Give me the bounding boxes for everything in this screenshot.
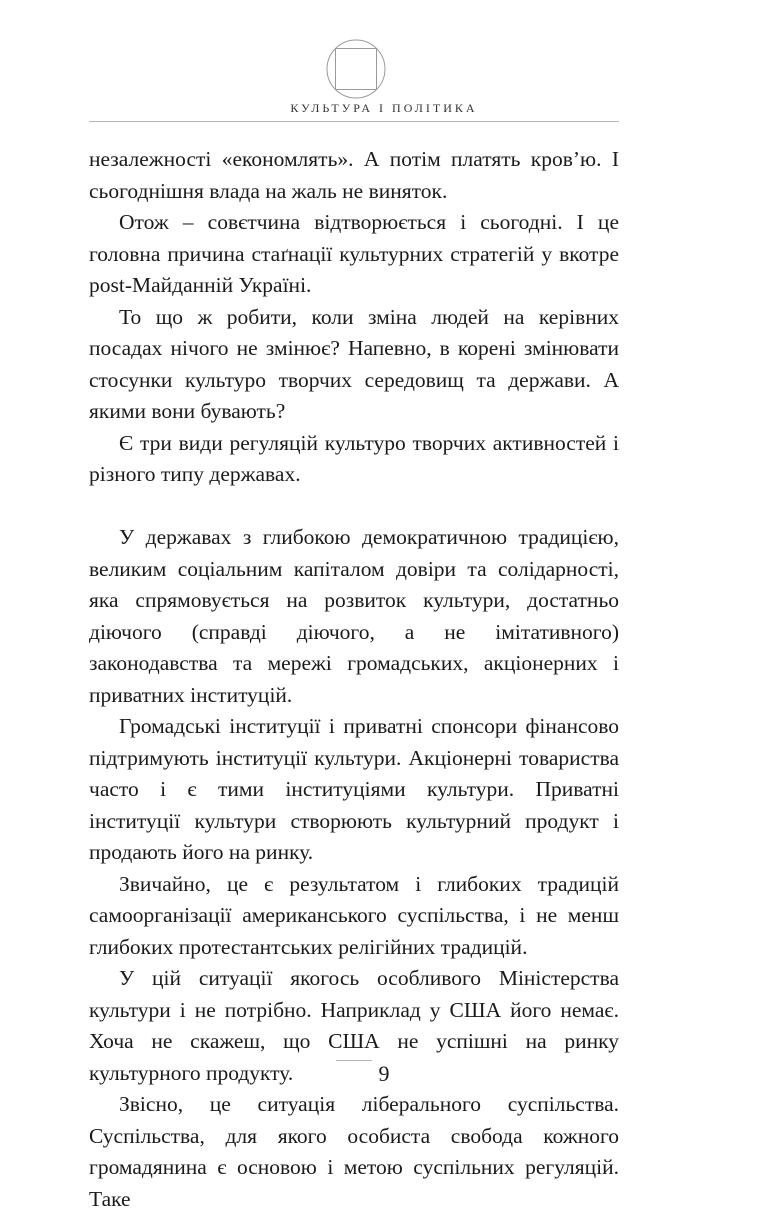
header-rule	[89, 121, 619, 122]
paragraph: Громадські інституції і приватні спонсори фінансово підтримують інституції культури. Акціонерні товариства часто і є тими інституціями культури. Приватні інституції культури створюють культурний продукт і продають його на ринку.	[89, 714, 619, 864]
section-gap	[89, 491, 619, 523]
paragraph: Звичайно, це є результатом і глибоких традицій самоорганізації американського суспільства, і не менш глибоких протестантських релігійних традицій.	[89, 871, 619, 959]
paragraph: То що ж робити, коли зміна людей на керівних посадах нічого не змінює? Напевно, в корені змінювати стосунки культуро творчих середовищ та держави. А якими вони бувають?	[89, 304, 619, 423]
paragraph: незалежності «економлять». А потім платять кров’ю. І сьогоднішня влада на жаль не виняток.	[89, 147, 619, 203]
page-number: 9	[378, 1061, 390, 1086]
paragraph: Звісно, це ситуація ліберального суспільства. Суспільства, для якого особиста свобода кожного громадянина є основою і метою суспільних регуляцій. Таке	[89, 1092, 619, 1211]
paragraph: Є три види регуляцій культуро творчих активностей і різного типу державах.	[89, 430, 619, 486]
page-body	[89, 144, 619, 1215]
circle-square-emblem-icon	[325, 38, 387, 100]
paragraph: У державах з глибокою демократичною традицією, великим соціальним капіталом довіри та солідарності, яка спрямовується на розвиток культури, достатньо діючого (справді діючого, а не імітативного) законодавства та мережі громадських, акціонерних і приватних інституцій.	[89, 525, 619, 707]
paragraph: У цій ситуації якогось особливого Міністерства культури і не потрібно. Наприклад у США його немає. Хоча не скажеш, що США не успішні на ринку культурного продукту.	[89, 966, 619, 1085]
running-title: КУЛЬТУРА І ПОЛІТИКА	[290, 101, 478, 115]
paragraph: Отож – совєтчина відтворюється і сьогодні. І це головна причина стаґнації культурних стратегій у вкотре post-Майданній Україні.	[89, 210, 619, 297]
